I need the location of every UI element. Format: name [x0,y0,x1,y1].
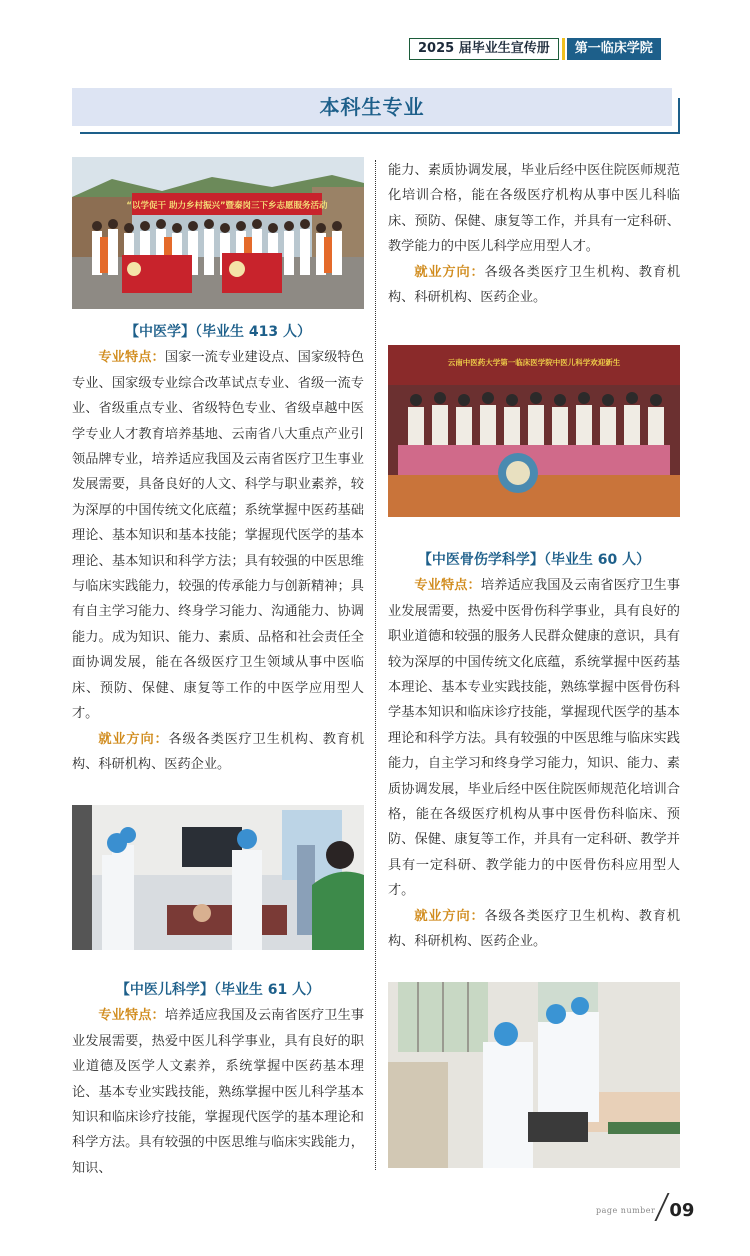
major-title-orthopedics: 【中医骨伤学科学】（毕业生 60 人） [417,552,651,568]
major-title-tcm: 【中医学】（毕业生 413 人） [125,324,311,340]
column-divider [375,160,376,1170]
page-number: 09 [669,1200,695,1221]
footer-slash [655,1193,670,1221]
header-tag [409,38,661,60]
major-title-pediatrics: 【中医儿科学】（毕业生 61 人） [115,982,321,998]
section-banner [72,88,672,126]
features-pediatrics-a [72,1003,364,1181]
features-label-pediatrics: 专业特点： [98,1008,165,1024]
photo-practice-lab [388,982,680,1168]
features-text-pediatrics-b: 能力、素质协调发展，毕业后经中医住院医师规范化培训合格，能在各级医疗机构从事中医儿科临床、预防、保健、康复等工作，并具有一定科研、教学能力的中医儿科学应用型人才。 [388,163,680,255]
right-column-pediatrics [388,158,680,310]
photo-group-indoor [388,345,680,517]
features-label-tcm: 专业特点： [98,350,165,366]
career-text-pediatrics: 各级各类医疗卫生机构、教育机构、科研机构、医药企业。 [388,264,681,306]
right-column-orthopedics [388,548,680,955]
booklet-title: 2025 届毕业生宣传册 [409,38,559,60]
header-divider [562,38,565,60]
left-column-pediatrics [72,978,364,1181]
career-tcm [72,727,364,778]
career-label-tcm: 就业方向： [98,731,169,747]
left-column-tcm [72,320,364,777]
photo-clinical-training [72,805,364,950]
features-text-tcm: 国家一流专业建设点、国家级特色专业、国家级专业综合改革试点专业、省级一流专业、省级重点专业、省级特色专业、省级卓越中医学专业人才教育培养基地、云南省八大重点产业引领品牌专业，培养适应我国及云南省医疗卫生事业发展需要，具备良好的人文、科学与职业素养，较为深厚的中国传统文化底蕴；系统掌握中医药基础理论、基本知识和基本技能；掌握现代医学的基本理论、基本知识和科学方法；具有较强的中医思维与临床实践能力，较强的传承能力与创新精神；具有自主学习能力、终身学习能力、沟通能力、协调能力。成为知识、能力、素质、品格和社会责任全面协调发展，能在各级医疗卫生领域从事中医临床、预防、保健、康复等工作的中医学应用型人才。 [72,350,365,722]
features-text-orthopedics: 培养适应我国及云南省医疗卫生事业发展需要，热爱中医骨伤科学事业，具有良好的职业道德和较强的服务人民群众健康的意识，具有较为深厚的中国传统文化底蕴，系统掌握中医药基本理论、基本专业实践技能，熟练掌握中医骨伤科学基本知识和临床诊疗技能，掌握现代医学的基本理论和科学方法。具有较强的中医思维与临床实践能力，自主学习和终身学习能力，知识、能力、素质协调发展，毕业后经中医住院医师规范化培训合格，能在各级医疗机构从事中医骨伤科临床、预防、保健、康复等工作，并具有一定科研、教学并具有一定科研、教学能力的中医骨伤科应用型人才。 [388,578,681,899]
photo3-banner-text: 云南中医药大学第一临床医学院中医儿科学欢迎新生 [447,358,621,367]
features-tcm [72,345,364,726]
career-orthopedics [388,904,680,955]
page-word: page number [596,1206,656,1215]
career-text-orthopedics: 各级各类医疗卫生机构、教育机构、科研机构、医药企业。 [388,908,681,950]
photo-group-outdoor [72,157,364,309]
page-footer [596,1191,694,1221]
career-label-orthopedics: 就业方向： [414,908,485,924]
career-text-tcm: 各级各类医疗卫生机构、教育机构、科研机构、医药企业。 [72,731,365,772]
college-name: 第一临床学院 [567,38,661,60]
features-label-orthopedics: 专业特点： [414,578,481,594]
career-pediatrics [388,260,680,311]
section-title: 本科生专业 [319,95,425,119]
features-text-pediatrics-a: 培养适应我国及云南省医疗卫生事业发展需要，热爱中医儿科学事业，具有良好的职业道德及医学人文素养，系统掌握中医药基本理论、基本专业实践技能，熟练掌握中医儿科学基本知识和临床诊疗技能，掌握现代医学的基本理论和科学方法。具有较强的中医思维与临床实践能力，知识、 [72,1008,365,1176]
features-orthopedics [388,573,680,903]
career-label-pediatrics: 就业方向： [414,264,485,280]
photo1-banner-text: “以学促干 助力乡村振兴”暨秦岗三下乡志愿服务活动 [126,201,328,211]
